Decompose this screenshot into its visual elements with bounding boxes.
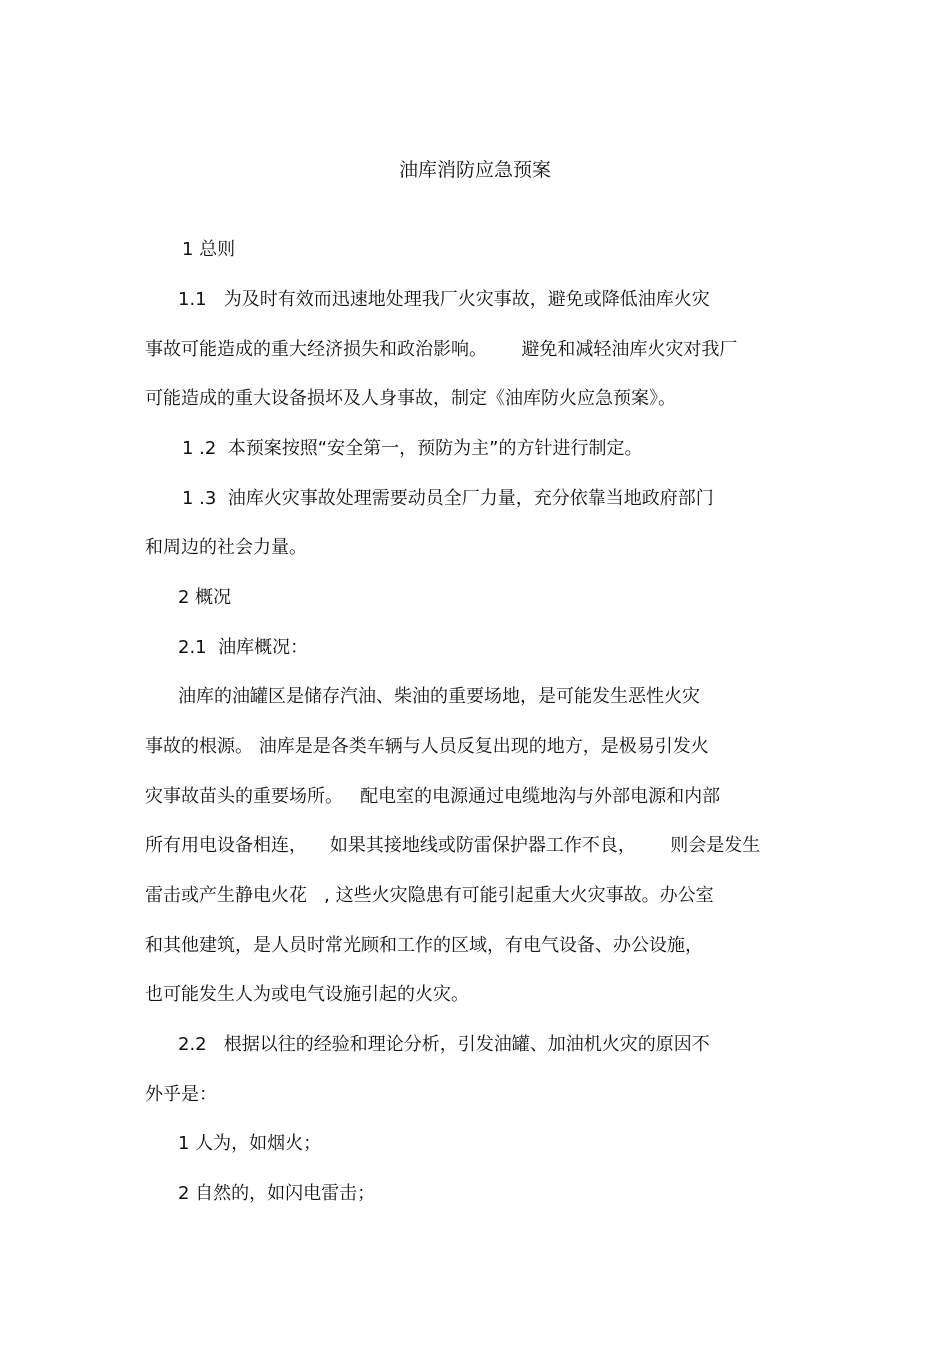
section-heading-overview: 2 概况 [178, 587, 232, 608]
paragraph-line: 油库的油罐区是储存汽油、柴油的重要场地，是可能发生恶性火灾 [178, 686, 700, 707]
subsection-heading: 2.1 油库概况： [178, 637, 309, 658]
paragraph-line: 灾事故苗头的重要场所。 配电室的电源通过电缆地沟与外部电源和内部 [145, 786, 721, 807]
document-title: 油库消防应急预案 [398, 159, 551, 181]
paragraph-line: 可能造成的重大设备损坏及人身事故，制定《油库防火应急预案》。 [145, 388, 676, 409]
paragraph-line: 事故可能造成的重大经济损失和政治影响。 避免和减轻油库火灾对我厂 [145, 339, 738, 360]
paragraph-line: 外乎是： [145, 1084, 217, 1105]
list-item: 1 人为，如烟火； [178, 1133, 322, 1154]
paragraph-line: 2.2 根据以往的经验和理论分析，引发油罐、加油机火灾的原因不 [178, 1034, 710, 1055]
section-heading-general: 1 总则 [182, 239, 236, 260]
paragraph-line: 1 .2 本预案按照“安全第一，预防为主”的方针进行制定。 [182, 438, 643, 459]
paragraph-line: 事故的根源。 油库是是各类车辆与人员反复出现的地方，是极易引发火 [145, 736, 709, 757]
paragraph-line: 也可能发生人为或电气设施引起的火灾。 [145, 984, 469, 1005]
paragraph-line: 和周边的社会力量。 [145, 537, 307, 558]
paragraph-line: 所有用电设备相连， 如果其接地线或防雷保护器工作不良， 则会是发生 [145, 835, 761, 856]
paragraph-line: 雷击或产生静电火花 , 这些火灾隐患有可能引起重大火灾事故。办公室 [145, 885, 714, 906]
list-item: 2 自然的，如闪电雷击； [178, 1183, 376, 1204]
paragraph-line: 和其他建筑，是人员时常光顾和工作的区域，有电气设备、办公设施， [145, 935, 703, 956]
paragraph-line: 1 .3 油库火灾事故处理需要动员全厂力量，充分依靠当地政府部门 [182, 488, 714, 509]
paragraph-line: 1.1 为及时有效而迅速地处理我厂火灾事故，避免或降低油库火灾 [178, 289, 710, 310]
